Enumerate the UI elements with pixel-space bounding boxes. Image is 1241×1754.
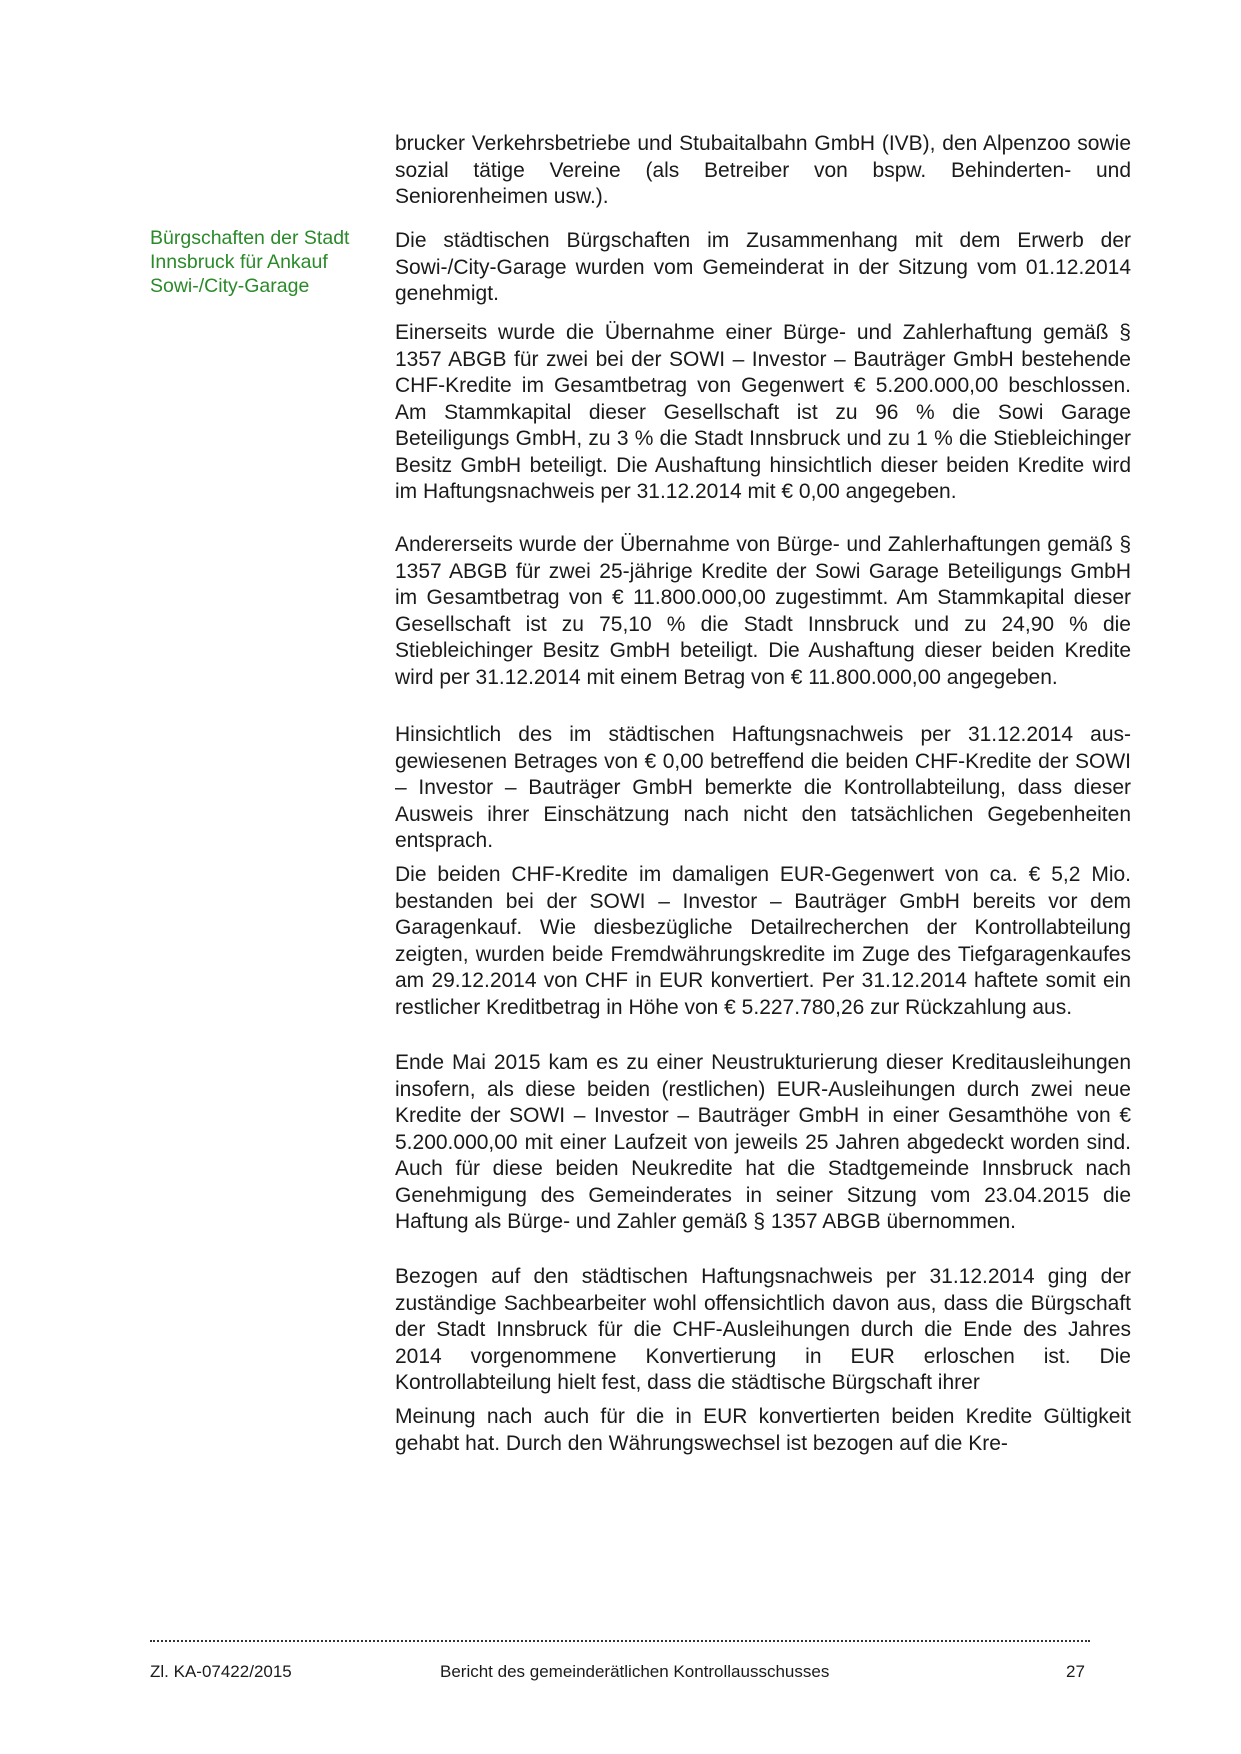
footer-divider (150, 1640, 1090, 1642)
paragraph-2: Die städtischen Bürgschaften im Zusammenhang mit dem Erwerb der Sowi-/City-Garage wurden vom Gemeinderat in der Sitzung vom 01.12.2014 genehmigt. (395, 229, 1131, 305)
footer-title: Bericht des gemeinderätlichen Kontrollausschusses (440, 1662, 830, 1681)
footer-reference: Zl. KA-07422/2015 (150, 1662, 292, 1681)
paragraph-8: Bezogen auf den städtischen Haftungsnachweis per 31.12.2014 ging der zuständige Sachbearbeiter wohl offensichtlich davon aus, dass die Bürgschaft der Stadt Innsbruck für die CHF-Ausleihungen durch die Ende des Jahres 2014 vorgenommene Konvertierung in EUR erloschen ist. Die Kontrollabteilung hielt fest, dass die städtische Bürgschaft ihrer (395, 1265, 1131, 1394)
paragraph-7: Ende Mai 2015 kam es zu einer Neustrukturierung dieser Kreditausleihungen insofern, als diese beiden (restlichen) EUR-Ausleihungen durch zwei neue Kredite der SOWI – Investor – Bauträger GmbH in einer Gesamthöhe von € 5.200.000,00 mit einer Laufzeit von jeweils 25 Jahren abgedeckt worden sind. Auch für diese beiden Neukredite hat die Stadtgemeinde Innsbruck nach Genehmigung des Gemeinderates in seiner Sitzung vom 23.04.2015 die Haftung als Bürge- und Zahler gemäß § 1357 ABGB übernommen. (395, 1051, 1131, 1233)
paragraph-5: Hinsichtlich des im städtischen Haftungsnachweis per 31.12.2014 ausgewiesenen Betrages von € 0,00 betreffend die beiden CHF-Kredite der SOWI – Investor – Bauträger GmbH bemerkte die Kontrollabteilung, dass dieser Ausweis ihrer Einschätzung nach nicht den tatsächlichen Gegebenheiten entsprach. (395, 723, 1131, 852)
paragraph-1: brucker Verkehrsbetriebe und Stubaitalbahn GmbH (IVB), den Alpenzoo sowie sozial tätige Vereine (als Betreiber von bspw. Behinderten- und Seniorenheimen usw.). (395, 132, 1131, 208)
paragraph-4: Andererseits wurde der Übernahme von Bürge- und Zahlerhaftungen gemäß § 1357 ABGB für zwei 25-jährige Kredite der Sowi Garage Beteiligungs GmbH im Gesamtbetrag von € 11.800.000,00 zugestimmt. Am Stammkapital dieser Gesellschaft ist zu 75,10 % die Stadt Innsbruck und zu 24,90 % die Stiebleichinger Besitz GmbH beteiligt. Die Aushaftung dieser beiden Kredite wird per 31.12.2014 mit einem Betrag von € 11.800.000,00 angegeben. (395, 533, 1131, 689)
footer-page-number: 27 (1066, 1662, 1085, 1681)
paragraph-9: Meinung nach auch für die in EUR konvertierten beiden Kredite Gültigkeit gehabt hat. Durch den Währungswechsel ist bezogen auf die Kre- (395, 1405, 1131, 1455)
paragraph-3: Einerseits wurde die Übernahme einer Bürge- und Zahlerhaftung gemäß § 1357 ABGB für zwei bei der SOWI – Investor – Bauträger GmbH bestehende CHF-Kredite im Gesamtbetrag von Gegenwert € 5.200.000,00 beschlossen. Am Stammkapital dieser Gesellschaft ist zu 96 % die Sowi Garage Beteiligungs GmbH, zu 3 % die Stadt Innsbruck und zu 1 % die Stiebleichinger Besitz GmbH beteiligt. Die Aushaftung hinsichtlich dieser beiden Kredite wird im Haftungsnachweis per 31.12.2014 mit € 0,00 angegeben. (395, 321, 1131, 503)
margin-note: Bürgschaften der Stadt Innsbruck für Ankauf Sowi-/City-Garage (150, 227, 350, 297)
paragraph-6: Die beiden CHF-Kredite im damaligen EUR-Gegenwert von ca. € 5,2 Mio. bestanden bei der SOWI – Investor – Bauträger GmbH bereits vor dem Garagenkauf. Wie diesbezügliche Detailrecherchen der Kontrollabteilung zeigten, wurden beide Fremdwährungskredite im Zuge des Tiefgaragenkaufes am 29.12.2014 von CHF in EUR konvertiert. Per 31.12.2014 haftete somit ein restlicher Kreditbetrag in Höhe von € 5.227.780,26 zur Rückzahlung aus. (395, 863, 1131, 1019)
